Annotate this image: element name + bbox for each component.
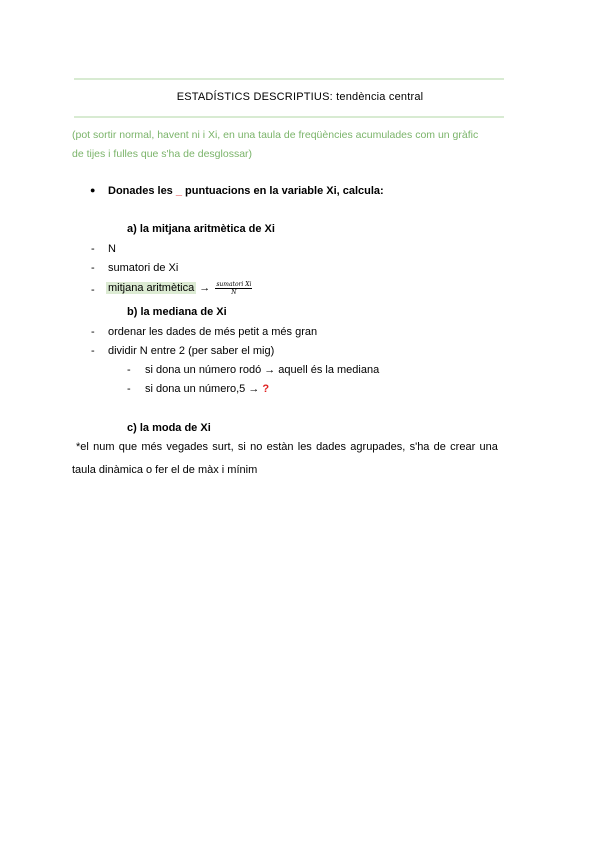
- section-b-sub-1: si dona un número rodó → aquell és la mediana: [145, 364, 380, 376]
- fraction-numerator: sumatori Xi: [216, 280, 252, 288]
- sub-2-text: si dona un número,5 →: [145, 383, 260, 395]
- formula-fraction: [215, 281, 252, 296]
- intro-before: Donades les: [108, 185, 176, 197]
- section-b-item-2: dividir N entre 2 (per saber el mig): [108, 345, 275, 357]
- intro-text: [108, 185, 384, 197]
- note-line-2: de tijes i fulles que s'ha de desglossar): [72, 148, 253, 160]
- dash: -: [91, 284, 95, 296]
- dash: -: [91, 345, 95, 357]
- top-rule: [74, 78, 504, 80]
- section-c-text-1: *el num que més vegades surt, si no estàn les dades agrupades, s'ha de crear una: [76, 441, 498, 453]
- dash: -: [127, 383, 131, 395]
- section-a-item-2: sumatori de Xi: [108, 262, 179, 274]
- note-line-1: (pot sortir normal, havent ni i Xi, en una taula de freqüències acumulades com un gràfic: [72, 129, 479, 141]
- page-title: ESTADÍSTICS DESCRIPTIUS: tendència central: [176, 91, 424, 103]
- question-mark: ?: [262, 383, 270, 395]
- intro-blank: _: [175, 185, 182, 197]
- bottom-rule: [74, 116, 504, 118]
- section-a-heading: a) la mitjana aritmètica de Xi: [127, 223, 275, 235]
- section-c-text-2: taula dinàmica o fer el de màx i mínim: [72, 464, 258, 476]
- dash: -: [91, 326, 95, 338]
- section-b-item-1: ordenar les dades de més petit a més gran: [108, 326, 318, 338]
- intro-after: puntuacions en la variable Xi, calcula:: [181, 185, 384, 197]
- dash: -: [91, 262, 95, 274]
- arrow: →: [199, 282, 211, 294]
- fraction-denominator: N: [231, 288, 237, 296]
- intro-bullet: ●: [90, 185, 96, 195]
- dash: -: [91, 243, 95, 255]
- section-b-sub-2: [145, 383, 269, 395]
- dash: -: [127, 364, 131, 376]
- section-b-heading: b) la mediana de Xi: [127, 306, 227, 318]
- formula-row: [106, 279, 252, 297]
- section-c-heading: c) la moda de Xi: [127, 422, 211, 434]
- section-a-item-1: N: [108, 243, 116, 255]
- formula-label: mitjana aritmètica: [108, 282, 195, 294]
